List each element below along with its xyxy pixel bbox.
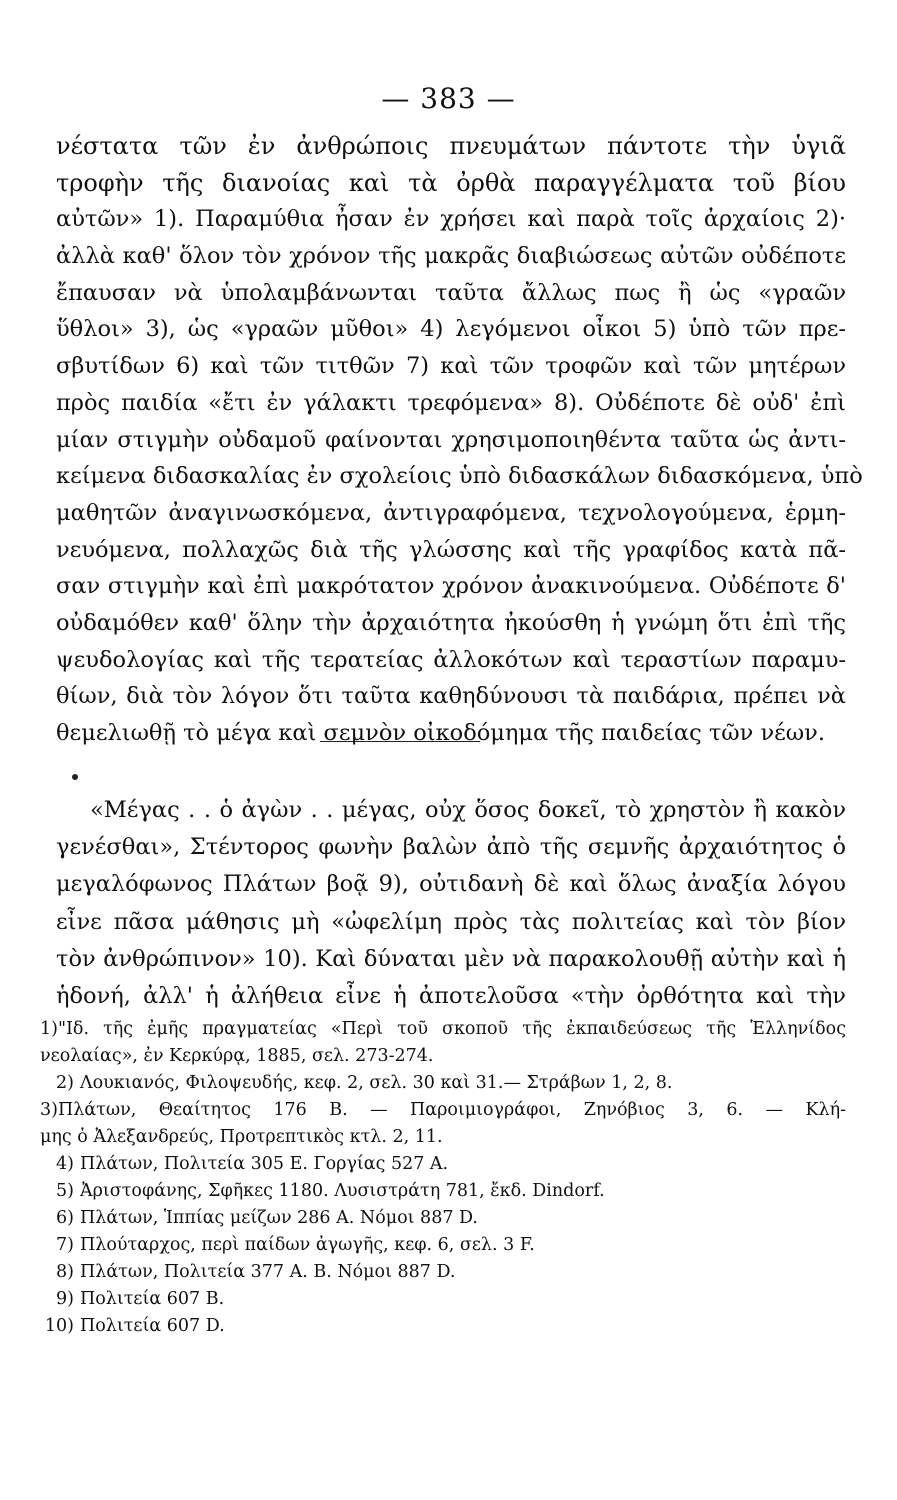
text-line: ψευδολογίας καὶ τῆς τερατείας ἀλλοκότων καὶ τεραστίων παραμυ- (56, 646, 846, 673)
text-line: πρὸς παιδία «ἔτι ἐν γάλακτι τρεφόμενα» 8). Οὐδέποτε δὲ οὐδ' ἐπὶ (56, 389, 846, 416)
footnote-1-continued: νεολαίας», ἐν Κερκύρᾳ, 1885, σελ. 273-274. (40, 1046, 434, 1066)
footnote-number: 5) (56, 1181, 74, 1201)
text-line: νευόμενα, πολλαχῶς διὰ τῆς γλώσσης καὶ τῆς γραφίδος κατὰ πᾶ- (56, 536, 846, 563)
main-paragraph-2 (56, 792, 846, 1015)
text-line: νέστατα τῶν ἐν ἀνθρώποις πνευμάτων πάντοτε τὴν ὑγιᾶ (56, 132, 846, 160)
text-line: ἡδονή, ἀλλ' ἡ ἀλήθεια εἶνε ἡ ἀποτελοῦσα «τὴν ὀρθότητα καὶ τὴν (56, 982, 846, 1009)
footnote-number: 10) (44, 1316, 74, 1336)
text-line: θεμελιωθῇ τὸ μέγα καὶ σεμνὸν οἰκοδόμημα τῆς παιδείας τῶν νέων. (56, 720, 825, 746)
text-line: οὐδαμόθεν καθ' ὅλην τὴν ἀρχαιότητα ἠκούσθη ἡ γνώμη ὅτι ἐπὶ τῆς (56, 609, 846, 636)
footnote-number: 9) (56, 1289, 74, 1309)
text-line: μίαν στιγμὴν οὐδαμοῦ φαίνονται χρησιμοποιηθέντα ταῦτα ὡς ἀντι- (56, 426, 846, 453)
footnote-5 (40, 1178, 846, 1205)
footnote-4 (40, 1151, 846, 1178)
footnote-text: Πλάτων, Πολιτεία 377 Α. Β. Νόμοι 887 D. (80, 1262, 456, 1282)
footnote-3 (40, 1097, 846, 1124)
footnote-number: 3) (40, 1100, 58, 1120)
footnote-text: Πολιτεία 607 Β. (80, 1289, 225, 1309)
text-line: ἔπαυσαν νὰ ὑπολαμβάνωνται ταῦτα ἄλλως πως ἢ ὡς «γραῶν (56, 279, 846, 306)
ink-dot (72, 774, 78, 780)
footnote-6 (40, 1205, 846, 1232)
footnote-text: Λουκιανός, Φιλοψευδής, κεφ. 2, σελ. 30 καὶ 31.— Στράβων 1, 2, 8. (80, 1073, 673, 1093)
text-line: ὕθλοι» 3), ὡς «γραῶν μῦθοι» 4) λεγόμενοι οἶκοι 5) ὑπὸ τῶν πρε- (56, 316, 846, 343)
text-line: κείμενα διδασκαλίας ἐν σχολείοις ὑπὸ διδασκάλων διδασκόμενα, ὑπὸ (56, 463, 863, 490)
text-line: μεγαλόφωνος Πλάτων βοᾷ 9), οὐτιδανὴ δὲ καὶ ὅλως ἀναξία λόγου (56, 871, 846, 898)
page-number: — 383 — (381, 82, 516, 115)
footnote-3-continued: μης ὁ Ἀλεξανδρεύς, Προτρεπτικὸς κτλ. 2, 11. (40, 1127, 443, 1147)
footnote-9 (40, 1286, 846, 1313)
footnotes (40, 1016, 846, 1340)
text-line: μαθητῶν ἀναγινωσκόμενα, ἀντιγραφόμενα, τεχνολογούμενα, ἑρμη- (56, 499, 846, 526)
footnote-number: 8) (56, 1262, 74, 1282)
footnote-10 (40, 1313, 846, 1340)
footnote-number: 6) (56, 1208, 74, 1228)
text-line: ἀλλὰ καθ' ὅλον τὸν χρόνον τῆς μακρᾶς διαβιώσεως αὐτῶν οὐδέποτε (56, 243, 846, 270)
footnote-text: "Ιδ. τῆς ἐμῆς πραγματείας «Περὶ τοῦ σκοποῦ τῆς ἐκπαιδεύσεως τῆς Ἑλληνίδος (57, 1019, 846, 1039)
footnote-text: Ἀριστοφάνης, Σφῆκες 1180. Λυσιστράτη 781, ἔκδ. Dindorf. (80, 1181, 605, 1201)
footnote-text: Πλάτων, Ἱππίας μείζων 286 Α. Νόμοι 887 D. (80, 1208, 478, 1228)
footnote-number: 1) (40, 1019, 58, 1039)
footnote-number: 2) (56, 1073, 74, 1093)
main-paragraph-1 (56, 128, 863, 752)
text-line: αὐτῶν» 1). Παραμύθια ἦσαν ἐν χρήσει καὶ παρὰ τοῖς ἀρχαίοις 2)· (56, 206, 846, 233)
text-line: γενέσθαι», Στέντορος φωνὴν βαλὼν ἀπὸ τῆς σεμνῆς ἀρχαιότητος ὁ (56, 834, 846, 861)
footnote-1 (40, 1016, 846, 1043)
footnote-text: Πλάτων, Πολιτεία 305 Ε. Γοργίας 527 Α. (80, 1154, 449, 1174)
footnote-7 (40, 1232, 846, 1259)
section-divider (320, 741, 480, 742)
text-line: εἶνε πᾶσα μάθησις μὴ «ὠφελίμη πρὸς τὰς πολιτείας καὶ τὸν βίον (56, 908, 846, 935)
text-line: τὸν ἀνθρώπινον» 10). Καὶ δύναται μὲν νὰ παρακολουθῇ αὐτὴν καὶ ἡ (56, 945, 846, 972)
text-line: σαν στιγμὴν καὶ ἐπὶ μακρότατον χρόνον ἀνακινούμενα. Οὐδέποτε δ' (56, 573, 846, 600)
footnote-text: Πλούταρχος, περὶ παίδων ἀγωγῆς, κεφ. 6, σελ. 3 F. (80, 1235, 535, 1255)
text-line: «Μέγας . . ὁ ἀγὼν . . μέγας, οὐχ ὅσος δοκεῖ, τὸ χρηστὸν ἢ κακὸν (90, 797, 846, 823)
footnote-number: 4) (56, 1154, 74, 1174)
text-line: σβυτίδων 6) καὶ τῶν τιτθῶν 7) καὶ τῶν τροφῶν καὶ τῶν μητέρων (56, 353, 846, 380)
text-line: θίων, διὰ τὸν λόγον ὅτι ταῦτα καθηδύνουσι τὰ παιδάρια, πρέπει νὰ (56, 683, 846, 710)
footnote-text: Πλάτων, Θεαίτητος 176 Β. — Παροιμιογράφοι, Ζηνόβιος 3, 6. — Κλή- (57, 1100, 846, 1120)
text-line: τροφὴν τῆς διανοίας καὶ τὰ ὀρθὰ παραγγέλματα τοῦ βίου (56, 168, 846, 197)
footnote-number: 7) (56, 1235, 74, 1255)
footnote-text: Πολιτεία 607 D. (80, 1316, 225, 1336)
footnote-2 (40, 1070, 846, 1097)
footnote-8 (40, 1259, 846, 1286)
